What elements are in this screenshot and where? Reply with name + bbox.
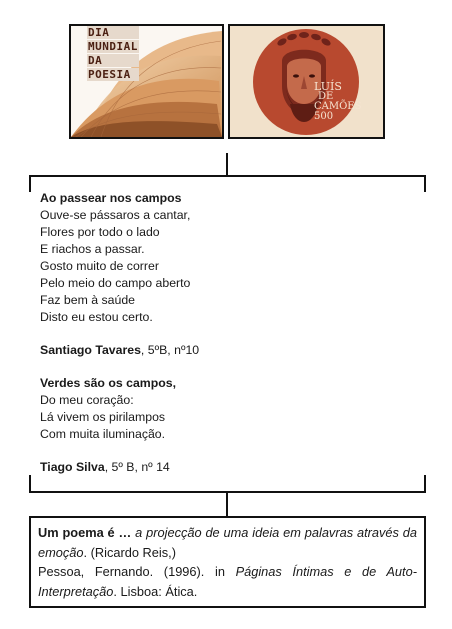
author-class: , 5º B, nº 14 xyxy=(104,460,170,474)
poem-line: Lá vivem os pirilampos xyxy=(40,410,166,424)
label-line: POESIA xyxy=(87,68,139,81)
poem-line: Ouve-se pássaros a cantar, xyxy=(40,208,191,222)
quote-box xyxy=(29,516,426,608)
reference-publisher: . Lisboa: Ática. xyxy=(113,583,198,599)
poem-author xyxy=(40,342,420,359)
reference-author: Pessoa, Fernando. (1996). in xyxy=(38,564,236,579)
label-line: MUNDIAL xyxy=(88,40,138,53)
camoes-label xyxy=(314,82,361,122)
bracket-top-right xyxy=(424,175,426,192)
bracket-bottom-left xyxy=(29,475,31,492)
poem xyxy=(40,375,420,476)
poems-section xyxy=(40,190,420,476)
quote-text xyxy=(38,523,417,562)
poem-author xyxy=(40,459,420,476)
poem-title: Ao passear nos campos xyxy=(40,191,182,205)
poem-line: Com muita iluminação. xyxy=(40,427,166,441)
poetry-day-label xyxy=(87,26,139,82)
connector-line xyxy=(226,153,228,176)
connector-line xyxy=(226,493,228,516)
quote-body: a projecção de uma ideia em palavras através da emoção xyxy=(38,525,417,560)
reference-title: Páginas Íntimas e de Auto-Interpretação xyxy=(38,564,417,599)
quote-reference xyxy=(38,562,417,601)
label-line: DIA xyxy=(87,26,139,39)
poem-line: E riachos a passar. xyxy=(40,242,145,256)
poetry-day-image xyxy=(69,24,224,139)
poem-line: Gosto muito de correr xyxy=(40,259,159,273)
bracket-bottom-right xyxy=(424,475,426,492)
author-name: Santiago Tavares xyxy=(40,343,141,357)
quote-attribution: . (Ricardo Reis,) xyxy=(83,544,176,560)
author-name: Tiago Silva xyxy=(40,460,105,474)
label-line: DA xyxy=(87,54,139,67)
poem-line: Flores por todo o lado xyxy=(40,225,160,239)
quote-lead: Um poema é … xyxy=(38,525,132,540)
poem xyxy=(40,190,420,359)
bracket-top-left xyxy=(29,175,31,192)
poem-line: Faz bem à saúde xyxy=(40,293,136,307)
poem-title: Verdes são os campos, xyxy=(40,376,177,390)
label-line: 500 xyxy=(314,111,334,122)
label-line: LUÍS xyxy=(314,80,342,93)
camoes-500-image xyxy=(228,24,385,139)
poem-line: Pelo meio do campo aberto xyxy=(40,276,191,290)
poem-line: Do meu coração: xyxy=(40,393,134,407)
poem-line: Disto eu estou certo. xyxy=(40,310,153,324)
bracket-top xyxy=(29,175,426,177)
label-line: DE xyxy=(318,91,334,102)
author-class: , 5ºB, nº10 xyxy=(140,343,200,357)
label-line: CAMÕES xyxy=(314,101,362,112)
